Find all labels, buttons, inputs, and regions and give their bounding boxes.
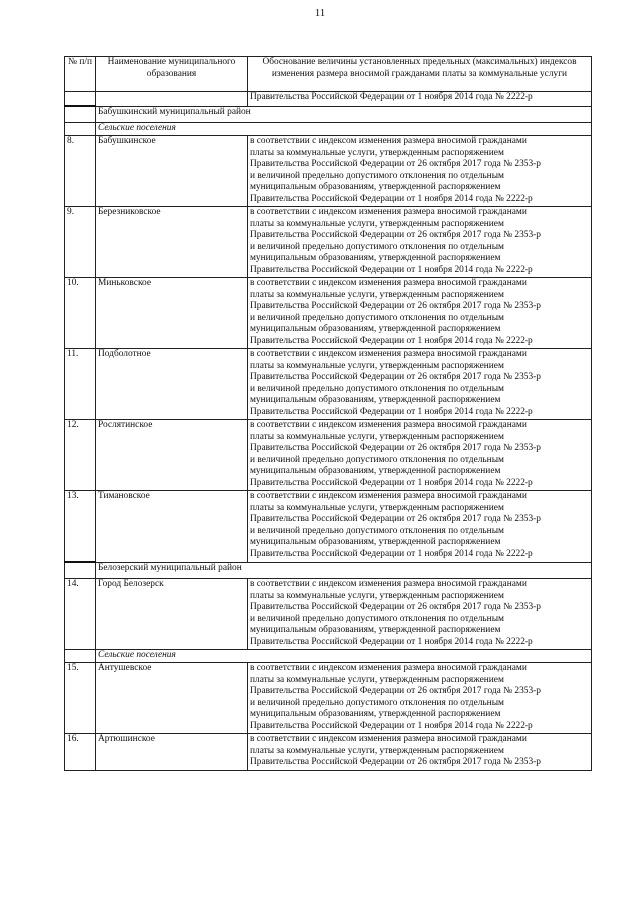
basis-line: муниципальным образованиям, утвержденной распоряжением [250, 537, 501, 548]
row-name: Березниковское [96, 207, 248, 278]
row-basis [248, 420, 592, 491]
basis-line: Правительства Российской Федерации от 1 ноября 2014 года № 2222-р [250, 548, 533, 559]
table-row [65, 207, 592, 278]
row-name: Город Белозерск [96, 579, 248, 650]
page-number: 11 [314, 7, 326, 19]
basis-line: в соответствии с индексом изменения размера вносимой гражданами [250, 579, 527, 589]
row-num: 9. [65, 207, 96, 278]
basis-line: платы за коммунальные услуги, утвержденным распоряжением [250, 745, 504, 756]
row-name: Антушевское [96, 663, 248, 734]
row-num: 13. [65, 491, 96, 563]
basis-line: муниципальным образованиям, утвержденной распоряжением [250, 466, 501, 477]
row-basis [248, 278, 592, 349]
district-row [65, 106, 592, 123]
basis-line: и величиной предельно допустимого отклонения по отдельным [250, 170, 504, 181]
basis-line: в соответствии с индексом изменения размера вносимой гражданами [250, 278, 527, 288]
table-row [65, 579, 592, 650]
basis-line: платы за коммунальные услуги, утвержденным распоряжением [250, 289, 504, 300]
table-row [65, 734, 592, 771]
basis-line: и величиной предельно допустимого отклонения по отдельным [250, 697, 504, 708]
row-num: 15. [65, 663, 96, 734]
basis-line: Правительства Российской Федерации от 1 ноября 2014 года № 2222-р [250, 406, 533, 417]
basis-line: и величиной предельно допустимого отклонения по отдельным [250, 454, 504, 465]
row-basis [248, 663, 592, 734]
district-name: Белозерский муниципальный район [96, 562, 592, 579]
basis-line: Правительства Российской Федерации от 26 октября 2017 года № 2353-р [250, 757, 541, 768]
basis-line: платы за коммунальные услуги, утвержденным распоряжением [250, 502, 504, 513]
basis-line: платы за коммунальные услуги, утвержденным распоряжением [250, 674, 504, 685]
basis-line: Правительства Российской Федерации от 1 ноября 2014 года № 2222-р [250, 264, 533, 275]
header-name: Наименование муниципального образования [96, 57, 248, 92]
row-num: 11. [65, 349, 96, 420]
row-basis [248, 734, 592, 771]
basis-line: муниципальным образованиям, утвержденной распоряжением [250, 182, 501, 193]
basis-line: и величиной предельно допустимого отклонения по отдельным [250, 312, 504, 323]
basis-line: Правительства Российской Федерации от 1 ноября 2014 года № 2222-р [250, 335, 533, 346]
table-row [65, 491, 592, 563]
basis-line: и величиной предельно допустимого отклонения по отдельным [250, 525, 504, 536]
header-basis: Обоснование величины установленных предельных (максимальных) индексов изменения размера вносимой гражданами платы за коммунальные услуги [248, 57, 592, 92]
basis-line: в соответствии с индексом изменения размера вносимой гражданами [250, 491, 527, 501]
row-basis [248, 349, 592, 420]
row-name: Подболотное [96, 349, 248, 420]
category-name: Сельские поселения [96, 650, 592, 663]
table-row [65, 136, 592, 207]
basis-line: платы за коммунальные услуги, утвержденным распоряжением [250, 360, 504, 371]
continuation-text: Правительства Российской Федерации от 1 ноября 2014 года № 2222-р [248, 92, 592, 107]
basis-line: платы за коммунальные услуги, утвержденным распоряжением [250, 431, 504, 442]
table-row [65, 278, 592, 349]
basis-line: Правительства Российской Федерации от 26 октября 2017 года № 2353-р [250, 301, 541, 312]
basis-line: Правительства Российской Федерации от 26 октября 2017 года № 2353-р [250, 514, 541, 525]
basis-line: и величиной предельно допустимого отклонения по отдельным [250, 383, 504, 394]
table-row [65, 663, 592, 734]
category-name: Сельские поселения [96, 123, 592, 136]
basis-line: Правительства Российской Федерации от 26 октября 2017 года № 2353-р [250, 602, 541, 613]
table-row [65, 420, 592, 491]
basis-line: муниципальным образованиям, утвержденной распоряжением [250, 709, 501, 720]
header-num: № п/п [65, 57, 96, 92]
basis-line: Правительства Российской Федерации от 26 октября 2017 года № 2353-р [250, 372, 541, 383]
basis-line: в соответствии с индексом изменения размера вносимой гражданами [250, 136, 527, 146]
row-name: Бабушкинское [96, 136, 248, 207]
row-name: Тимановское [96, 491, 248, 563]
category-row [65, 650, 592, 663]
row-basis [248, 579, 592, 650]
basis-line: в соответствии с индексом изменения размера вносимой гражданами [250, 663, 527, 673]
basis-line: платы за коммунальные услуги, утвержденным распоряжением [250, 590, 504, 601]
row-name: Рослятинское [96, 420, 248, 491]
basis-line: в соответствии с индексом изменения размера вносимой гражданами [250, 420, 527, 430]
row-name: Миньковское [96, 278, 248, 349]
basis-line: муниципальным образованиям, утвержденной распоряжением [250, 253, 501, 264]
basis-line: Правительства Российской Федерации от 26 октября 2017 года № 2353-р [250, 443, 541, 454]
basis-line: в соответствии с индексом изменения размера вносимой гражданами [250, 349, 527, 359]
district-name: Бабушкинский муниципальный район [96, 106, 592, 123]
basis-line: муниципальным образованиям, утвержденной распоряжением [250, 324, 501, 335]
basis-line: платы за коммунальные услуги, утвержденным распоряжением [250, 218, 504, 229]
basis-line: Правительства Российской Федерации от 1 ноября 2014 года № 2222-р [250, 477, 533, 488]
basis-line: и величиной предельно допустимого отклонения по отдельным [250, 241, 504, 252]
continuation-row [65, 92, 592, 107]
row-num: 12. [65, 420, 96, 491]
row-num: 8. [65, 136, 96, 207]
row-basis [248, 491, 592, 563]
row-num: 10. [65, 278, 96, 349]
table-row [65, 349, 592, 420]
category-row [65, 123, 592, 136]
row-basis [248, 136, 592, 207]
basis-line: Правительства Российской Федерации от 1 ноября 2014 года № 2222-р [250, 636, 533, 647]
row-basis [248, 207, 592, 278]
basis-line: и величиной предельно допустимого отклонения по отдельным [250, 613, 504, 624]
row-num: 16. [65, 734, 96, 771]
basis-line: Правительства Российской Федерации от 1 ноября 2014 года № 2222-р [250, 720, 533, 731]
basis-line: муниципальным образованиям, утвержденной распоряжением [250, 395, 501, 406]
basis-line: в соответствии с индексом изменения размера вносимой гражданами [250, 734, 527, 744]
row-name: Артюшинское [96, 734, 248, 771]
basis-line: платы за коммунальные услуги, утвержденным распоряжением [250, 147, 504, 158]
table-header-row [65, 57, 592, 92]
basis-line: муниципальным образованиям, утвержденной распоряжением [250, 625, 501, 636]
basis-line: в соответствии с индексом изменения размера вносимой гражданами [250, 207, 527, 217]
district-row [65, 562, 592, 579]
basis-line: Правительства Российской Федерации от 26 октября 2017 года № 2353-р [250, 230, 541, 241]
basis-line: Правительства Российской Федерации от 1 ноября 2014 года № 2222-р [250, 193, 533, 204]
table-body [65, 92, 592, 771]
basis-line: Правительства Российской Федерации от 26 октября 2017 года № 2353-р [250, 159, 541, 170]
row-num: 14. [65, 579, 96, 650]
limits-table [64, 56, 592, 771]
basis-line: Правительства Российской Федерации от 26 октября 2017 года № 2353-р [250, 686, 541, 697]
